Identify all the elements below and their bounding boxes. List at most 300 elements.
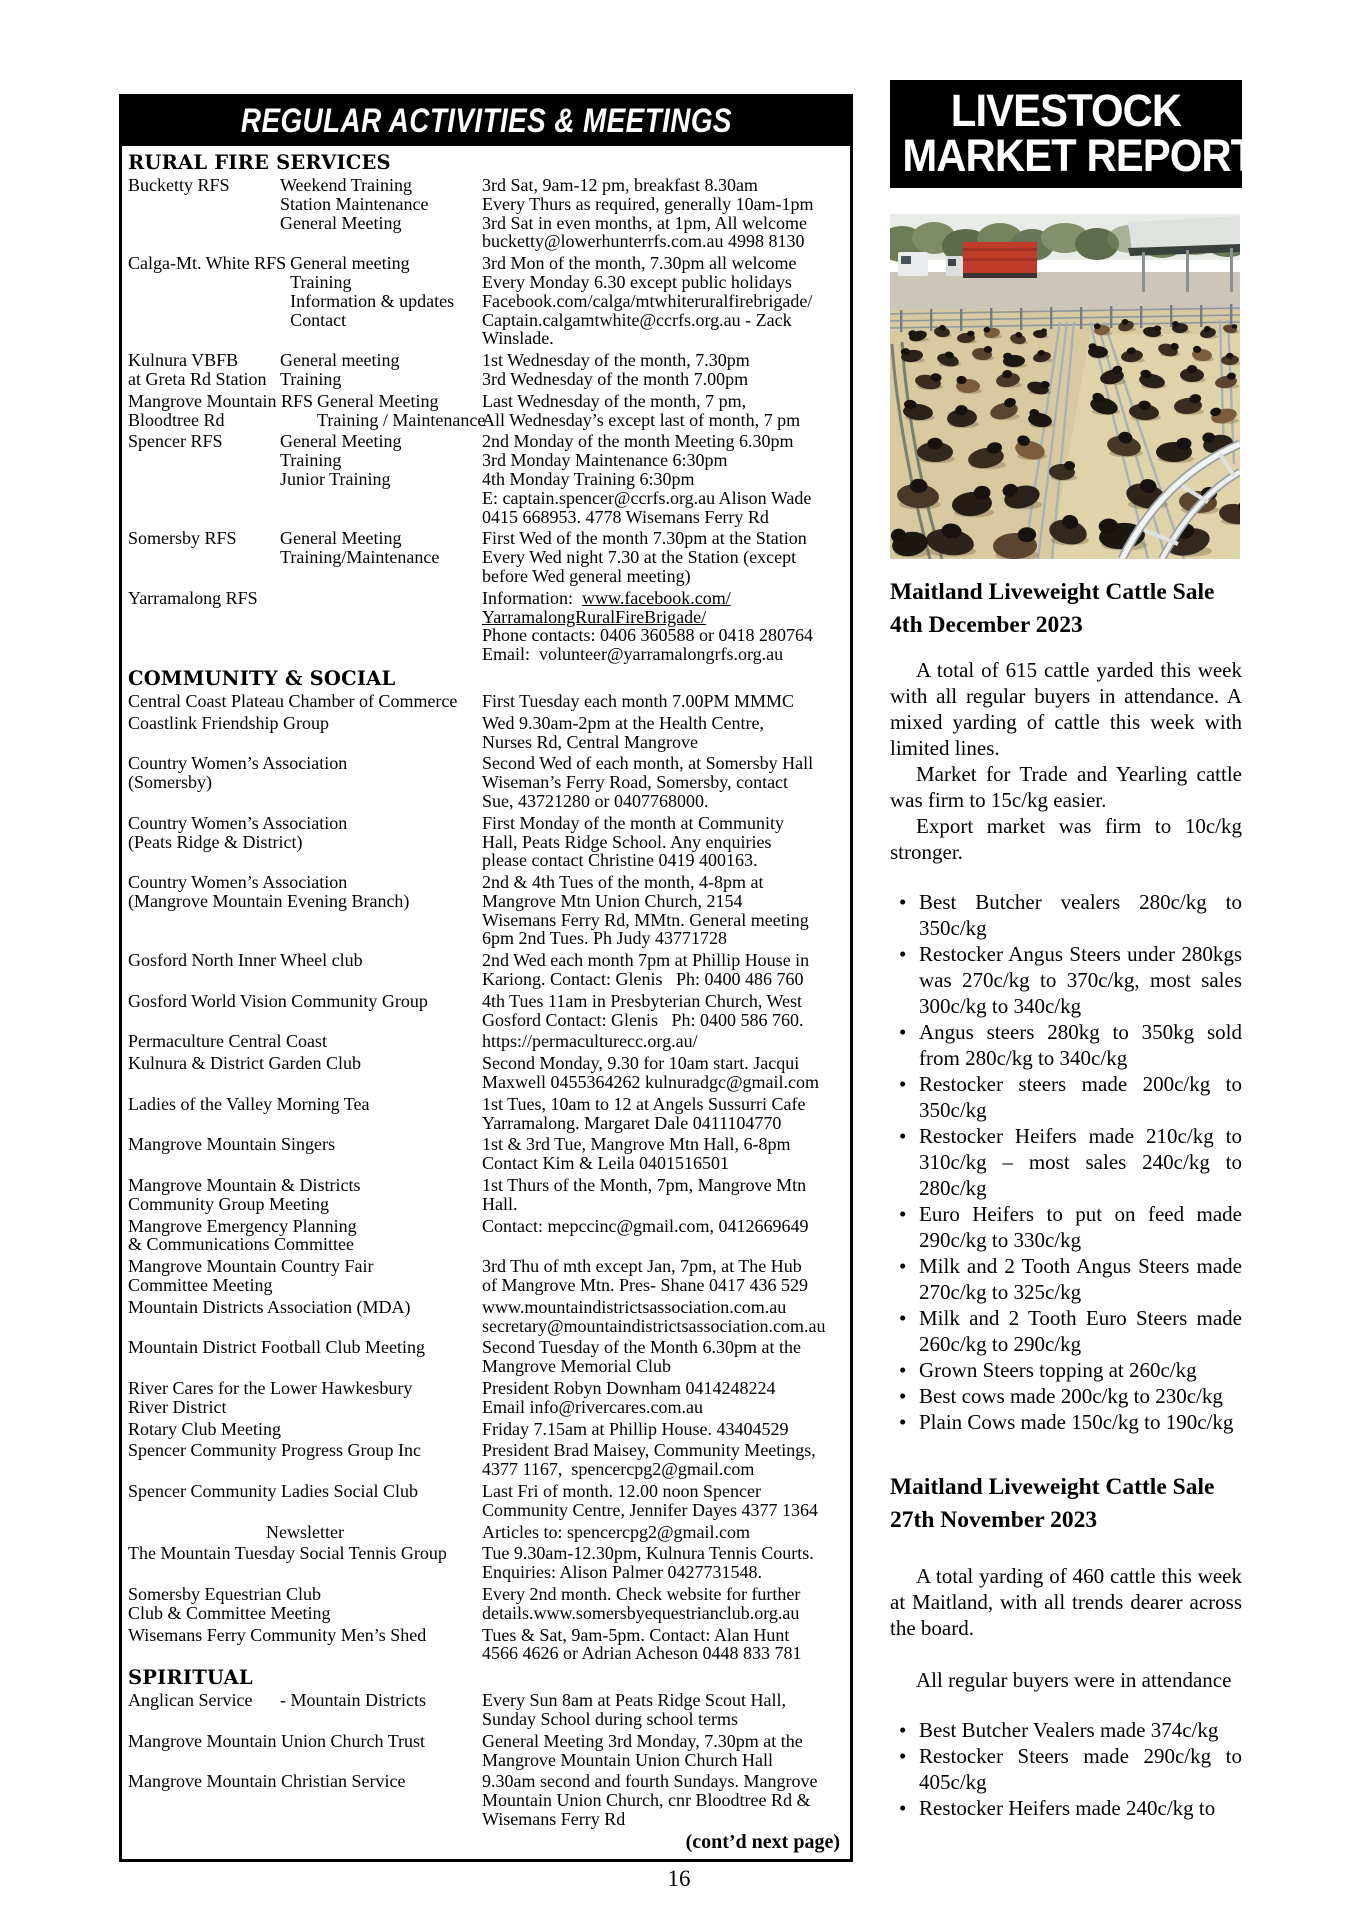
detail-line: Every 2nd month. Check website for further [482,1583,801,1604]
activity-row [128,1257,846,1295]
detail-line: www.mountaindistrictsassociation.com.au [482,1296,787,1317]
detail-line: 3rd Mon of the month, 7.30pm all welcome [482,253,797,274]
report-heading [890,576,1242,642]
detail-line: 2nd Monday of the month Meeting 6.30pm [482,431,794,452]
organisation-cell [128,1379,482,1417]
organisation-cell [128,1441,482,1479]
organisation-name [128,1482,422,1501]
organisation-name-line: Bucketty RFS [128,175,230,195]
organisation-name [128,1379,416,1417]
organisation-name [128,1217,361,1255]
activity-details [482,529,846,585]
activity-row [128,254,846,348]
activity-type-line: Training [280,450,342,471]
activity-details [482,1032,846,1051]
detail-line: 3rd Sat in even months, at 1pm, All welcome [482,212,807,233]
regular-activities-box [119,94,853,1862]
detail-line: Every Thurs as required, generally 10am-1pm [482,193,814,214]
detail-line: 4th Monday Training 6:30pm [482,468,695,489]
organisation-name [128,1626,430,1645]
organisation-name-line: Coastlink Friendship Group [128,712,329,733]
organisation-name-line: Ladies of the Valley Morning Tea [128,1093,370,1114]
activity-type-line: General Meeting [280,528,402,549]
organisation-name-line: Rotary Club Meeting [128,1418,281,1439]
activity-details [482,754,846,810]
organisation-name [128,692,461,711]
organisation-name-line: Community Group Meeting [128,1193,329,1214]
organisation-name [128,1338,429,1357]
activity-details [482,1626,846,1664]
activity-types [317,392,485,430]
bullet-text: Angus steers 280kg to 350kg sold from 280c/kg to 340c/kg [919,1020,1242,1070]
detail-line: Wiseman’s Ferry Road, Somersby, contact [482,772,789,793]
organisation-name-line: Committee Meeting [128,1275,273,1296]
report-bullet-list [890,1717,1242,1821]
organisation-name [128,814,351,852]
report-bullet-item [890,1201,1242,1253]
organisation-name [128,1176,364,1214]
detail-line: Facebook.com/calga/mtwhiteruralfirebrigade/ [482,290,813,311]
activity-type-line: Training [280,368,342,389]
activity-row [128,873,846,948]
bullet-text: Euro Heifers to put on feed made 290c/kg to 330c/kg [919,1202,1242,1252]
activity-row [128,1135,846,1173]
report-heading [890,1471,1242,1537]
bullet-icon: • [899,1718,907,1742]
report-bullet-item [890,1253,1242,1305]
detail-line: Sue, 43721280 or 0407768000. [482,790,709,811]
activity-row [128,1441,846,1479]
organisation-name [128,951,367,970]
organisation-cell [128,1135,482,1173]
activity-details [482,714,846,752]
report-bullet-item [890,941,1242,1019]
activity-row [128,1338,846,1376]
detail-line: 9.30am second and fourth Sundays. Mangrove [482,1771,818,1792]
activity-details [482,1585,846,1623]
bullet-icon: • [899,1254,907,1278]
organisation-name [128,589,280,608]
activity-type-line: General Meeting [280,212,402,233]
detail-line: Every Wed night 7.30 at the Station (except [482,547,797,568]
organisation-name-line: River Cares for the Lower Hawkesbury [128,1378,413,1399]
organisation-name-line: at Greta Rd Station [128,368,267,389]
market-report-title-bar [890,80,1256,188]
organisation-name-line: Anglican Service [128,1690,253,1711]
section-header: RURAL FIRE SERVICES [128,151,391,174]
organisation-cell [128,951,482,989]
detail-line: Community Centre, Jennifer Dayes 4377 1364 [482,1499,818,1520]
detail-line: Kariong. Contact: Glenis Ph: 0400 486 760 [482,969,804,990]
bullet-text: Grown Steers topping at 260c/kg [919,1358,1197,1382]
detail-line: 3rd Wednesday of the month 7.00pm [482,368,749,389]
detail-line: 0415 668953. 4778 Wisemans Ferry Rd [482,506,769,527]
bullet-text: Best Butcher vealers 280c/kg to 350c/kg [919,890,1242,940]
activity-details [482,392,846,430]
detail-line: Yarramalong. Margaret Dale 0411104770 [482,1112,782,1133]
report-bullet-item [890,1071,1242,1123]
detail-line: Mountain Union Church, cnr Bloodtree Rd & [482,1790,811,1811]
activity-details [482,1544,846,1582]
organisation-cell [128,873,482,948]
activity-details [482,589,846,664]
activity-details [482,1298,846,1336]
detail-line: Every Monday 6.30 except public holidays [482,271,792,292]
organisation-cell [128,1585,482,1623]
organisation-name-line: Central Coast Plateau Chamber of Commerce [128,690,458,711]
activities-title-bar [122,97,850,146]
organisation-cell [128,1732,482,1770]
organisation-cell [128,176,482,251]
detail-line: Hall, Peats Ridge School. Any enquiries [482,831,772,852]
organisation-cell [128,1544,482,1582]
bullet-icon: • [899,1384,907,1408]
organisation-name-line: Mangrove Mountain Country Fair [128,1256,374,1277]
organisation-name [128,432,280,451]
activity-row [128,432,846,526]
organisation-name-line: Permaculture Central Coast [128,1031,327,1052]
detail-line: President Robyn Downham 0414248224 [482,1378,776,1399]
bullet-icon: • [899,890,907,914]
report-bullet-item [890,1123,1242,1201]
report-bullet-item [890,889,1242,941]
detail-line: Every Sun 8am at Peats Ridge Scout Hall, [482,1690,786,1711]
detail-line: Winslade. [482,328,554,349]
activity-type-line: Junior Training [280,468,391,489]
detail-line: Second Monday, 9.30 for 10am start. Jacqui [482,1053,800,1074]
detail-line: Email: volunteer@yarramalongrfs.org.au [482,644,784,665]
white-truck [898,252,928,276]
detail-line: before Wed general meeting) [482,565,691,586]
organisation-name-line: Somersby Equestrian Club [128,1583,321,1604]
activity-type-line: Station Maintenance [280,193,429,214]
activity-row [128,1176,846,1214]
detail-line: Wed 9.30am-2pm at the Health Centre, [482,712,764,733]
detail-line: 4th Tues 11am in Presbyterian Church, West [482,990,803,1011]
activity-row [128,1585,846,1623]
organisation-name-line: Newsletter [266,1521,344,1542]
activity-type-line: Information & updates [290,290,455,311]
activity-row [128,589,846,664]
activity-details [482,873,846,948]
organisation-name-line: Yarramalong RFS [128,587,258,608]
bullet-icon: • [899,1202,907,1226]
activities-table [122,146,850,1829]
activity-row [128,1691,846,1729]
activity-types [280,432,401,488]
organisation-name-line: Spencer RFS [128,431,223,452]
detail-line: 1st & 3rd Tue, Mangrove Mtn Hall, 6-8pm [482,1134,791,1155]
detail-line: First Tuesday each month 7.00PM MMMC [482,690,795,711]
organisation-name [128,1585,334,1623]
activity-row [128,1544,846,1582]
organisation-name [128,1032,331,1051]
report-paragraphs [890,1563,1242,1693]
organisation-cell [128,754,482,810]
organisation-name [128,1420,285,1439]
activity-row [128,1732,846,1770]
activity-types [290,254,454,329]
report-paragraph: A total yarding of 460 cattle this week at Maitland, with all trends dearer across the board. [890,1564,1242,1640]
bullet-text: Milk and 2 Tooth Euro Steers made 260c/kg to 290c/kg [919,1306,1242,1356]
activity-row [128,392,846,430]
organisation-name [128,1054,365,1073]
bullet-icon: • [899,1124,907,1148]
organisation-name [128,254,290,273]
activity-details [482,951,846,989]
report-bullet-item [890,1743,1242,1795]
contd-note: (cont’d next page) [685,1831,840,1853]
detail-line: Contact Kim & Leila 0401516501 [482,1153,729,1174]
organisation-name-line: Gosford North Inner Wheel club [128,950,363,971]
bullet-text: Restocker Steers made 290c/kg to 405c/kg [919,1744,1242,1794]
organisation-cell [128,1054,482,1092]
organisation-name [128,1441,425,1460]
detail-line: Contact: mepccinc@gmail.com, 0412669649 [482,1215,809,1236]
detail-line: 4566 4626 or Adrian Acheson 0448 833 781 [482,1643,802,1664]
bullet-text: Milk and 2 Tooth Angus Steers made 270c/kg to 325c/kg [919,1254,1242,1304]
detail-line: General Meeting 3rd Monday, 7.30pm at the [482,1730,803,1751]
organisation-name-line: River District [128,1396,227,1417]
market-report-title-line: MARKET REPORT [902,130,1256,181]
detail-line: Mangrove Mountain Union Church Hall [482,1749,773,1770]
report-paragraph: A total of 615 cattle yarded this week with all regular buyers in attendance. A mixed yarding of cattle this week with limited lines. [890,658,1242,760]
activity-row [128,1420,846,1439]
organisation-name [128,754,351,792]
bullet-icon: • [899,1306,907,1330]
detail-line: bucketty@lowerhunterrfs.com.au 4998 8130 [482,231,805,252]
detail-line: 4377 1167, spencercpg2@gmail.com [482,1459,755,1480]
organisation-cell [128,1298,482,1336]
detail-line: 1st Thurs of the Month, 7pm, Mangrove Mtn [482,1175,807,1196]
activity-details [482,1691,846,1729]
activity-row [128,1217,846,1255]
activity-type-line: General Meeting [317,390,439,411]
activity-details [482,1523,846,1542]
organisation-cell [128,1338,482,1376]
organisation-name-line: (Mangrove Mountain Evening Branch) [128,890,410,911]
organisation-cell [128,1772,482,1828]
organisation-cell [128,1095,482,1133]
activity-row [128,1379,846,1417]
detail-line: E: captain.spencer@ccrfs.org.au Alison Wade [482,487,812,508]
activity-type-line: Contact [290,309,347,330]
organisation-cell [128,351,482,389]
report-paragraph: All regular buyers were in attendance [916,1668,1232,1692]
activity-row [128,951,846,989]
detail-line: 2nd & 4th Tues of the month, 4-8pm at [482,872,764,893]
organisation-name [128,1772,409,1791]
activity-row [128,1626,846,1664]
detail-line: of Mangrove Mtn. Pres- Shane 0417 436 529 [482,1275,808,1296]
activity-details [482,814,846,870]
report-bullet-item [890,1305,1242,1357]
bullet-icon: • [899,1020,907,1044]
activity-row [128,1298,846,1336]
activity-details [482,692,846,711]
organisation-name-line: Gosford World Vision Community Group [128,990,428,1011]
bullet-icon: • [899,942,907,966]
organisation-name-line: Spencer Community Ladies Social Club [128,1481,418,1501]
activity-details [482,1135,846,1173]
organisation-name-line: Mangrove Mountain Singers [128,1134,335,1155]
organisation-name [128,1544,451,1563]
organisation-name [128,392,317,430]
detail-line: 3rd Sat, 9am-12 pm, breakfast 8.30am [482,175,758,195]
organisation-name [128,351,280,389]
activity-details [482,1095,846,1133]
organisation-name [128,1523,482,1542]
organisation-cell [128,432,482,526]
activity-details [482,1420,846,1439]
bullet-text: Best cows made 200c/kg to 230c/kg [919,1384,1223,1408]
activity-row [128,1523,846,1542]
organisation-name-line: Mangrove Emergency Planning [128,1215,357,1236]
detail-line: Friday 7.15am at Phillip House. 43404529 [482,1418,789,1439]
detail-line [482,608,846,627]
section-header: COMMUNITY & SOCIAL [128,666,396,690]
organisation-name-line: (Peats Ridge & District) [128,831,303,852]
activity-details [482,176,846,251]
activity-row [128,754,846,810]
activity-details [482,992,846,1030]
organisation-name-line: Kulnura VBFB [128,350,239,371]
detail-line: Wisemans Ferry Rd, MMtn. General meeting [482,909,809,930]
organisation-name-line: Country Women’s Association [128,872,348,893]
activity-types [280,1691,426,1710]
report-heading-line: 4th December 2023 [890,612,1083,638]
organisation-cell [128,692,482,711]
detail-line: Phone contacts: 0406 360588 or 0418 280764 [482,625,813,646]
bullet-text: Plain Cows made 150c/kg to 190c/kg [919,1410,1234,1434]
activity-details [482,1338,846,1376]
organisation-name [128,529,280,548]
link-text: YarramalongRuralFireBrigade/ [482,606,707,627]
organisation-cell [128,390,486,430]
organisation-cell [128,1691,482,1729]
activity-type-line: - Mountain Districts [280,1690,426,1711]
activity-details [482,1257,846,1295]
report-bullet-item [890,1383,1242,1409]
detail-line: 2nd Wed each month 7pm at Phillip House in [482,950,810,971]
activity-row [128,1054,846,1092]
organisation-name-line: Mangrove Mountain & Districts [128,1175,361,1196]
organisation-cell [128,1482,482,1520]
detail-line: Tue 9.30am-12.30pm, Kulnura Tennis Courts. [482,1543,814,1564]
organisation-cell [128,1257,482,1295]
organisation-name-line: Calga-Mt. White RFS [128,253,287,274]
livestock-market-report [890,80,1256,1821]
organisation-cell [128,529,482,585]
report-paragraph: Export market was firm to 10c/kg stronger. [890,814,1242,864]
activity-type-line: Training / Maintenance [317,409,486,430]
activity-row [128,1482,846,1520]
organisation-name [128,1095,374,1114]
report-heading-line: Maitland Liveweight Cattle Sale [890,1474,1215,1500]
activity-row [128,351,846,389]
organisation-cell [128,1032,482,1051]
report-bullet-item [890,1717,1242,1743]
activity-type-line: Weekend Training [280,175,413,195]
activity-details [482,1732,846,1770]
bullet-text: Restocker steers made 200c/kg to 350c/kg [919,1072,1242,1122]
cattle-saleyards-photo [890,214,1240,559]
organisation-cell [128,1523,482,1542]
bullet-icon: • [899,1796,907,1820]
bullet-icon: • [899,1072,907,1096]
detail-line: First Monday of the month at Community [482,812,784,833]
activity-type-line: Training [290,271,352,292]
activity-types [280,351,399,389]
detail-line: 3rd Monday Maintenance 6:30pm [482,450,728,471]
page-number: 16 [667,1866,691,1891]
activity-details [482,1772,846,1828]
activity-details [482,1482,846,1520]
activity-details [482,1217,846,1255]
detail-line: Tues & Sat, 9am-5pm. Contact: Alan Hunt [482,1624,790,1645]
organisation-name-line: Somersby RFS [128,528,237,549]
report-paragraphs [890,657,1242,865]
bullet-text: Restocker Heifers made 210c/kg to 310c/kg – most sales 240c/kg to 280c/kg [919,1124,1242,1200]
detail-line: Captain.calgamtwhite@ccrfs.org.au - Zack [482,309,792,330]
bullet-text: Restocker Angus Steers under 280kgs was 270c/kg to 370c/kg, most sales 300c/kg to 340c/kg [919,942,1242,1018]
activity-details [482,1379,846,1417]
bullet-text: Best Butcher Vealers made 374c/kg [919,1718,1219,1742]
activity-type-line: General Meeting [280,431,402,452]
detail-line: Mangrove Mtn Union Church, 2154 [482,890,743,911]
organisation-name-line: Country Women’s Association [128,812,348,833]
detail-line: Gosford Contact: Glenis Ph: 0400 586 760. [482,1009,804,1030]
organisation-name-line: The Mountain Tuesday Social Tennis Group [128,1543,447,1564]
activity-details [482,351,846,389]
organisation-name [128,714,333,733]
organisation-name [128,1691,280,1710]
report-bullet-item [890,1019,1242,1071]
detail-line: Sunday School during school terms [482,1708,738,1729]
organisation-name-line: (Somersby) [128,772,212,793]
activity-row [128,1772,846,1828]
report-bullet-item [890,1795,1242,1821]
organisation-name-line: Mangrove Mountain Christian Service [128,1771,406,1792]
market-report-title-line: LIVESTOCK [950,85,1182,136]
detail-line: 1st Tues, 10am to 12 at Angels Sussurri Cafe [482,1093,806,1114]
report-section [890,1471,1242,1821]
activity-row [128,176,846,251]
detail-line: Last Fri of month. 12.00 noon Spencer [482,1481,761,1501]
bullet-icon: • [899,1410,907,1434]
activity-row [128,529,846,585]
organisation-cell [128,992,482,1030]
organisation-name-line: Mangrove Mountain RFS [128,390,314,411]
activity-details [482,254,846,348]
detail-line: Hall. [482,1193,518,1214]
organisation-cell [128,814,482,870]
plain-text: Information: [482,587,582,608]
link-text: www.facebook.com/ [581,587,731,608]
activity-details [482,1054,846,1092]
detail-line: Wisemans Ferry Rd [482,1808,626,1829]
organisation-name [128,1298,414,1317]
activity-types [280,529,439,567]
activity-row [128,714,846,752]
detail-line [482,589,846,608]
organisation-name-line: Spencer Community Progress Group Inc [128,1440,421,1461]
detail-line: secretary@mountaindistrictsassociation.com.au [482,1315,826,1336]
organisation-name-line: Wisemans Ferry Community Men’s Shed [128,1624,427,1645]
activity-details [482,432,846,526]
organisation-name-line: & Communications Committee [128,1234,354,1255]
organisation-cell [128,1626,482,1664]
